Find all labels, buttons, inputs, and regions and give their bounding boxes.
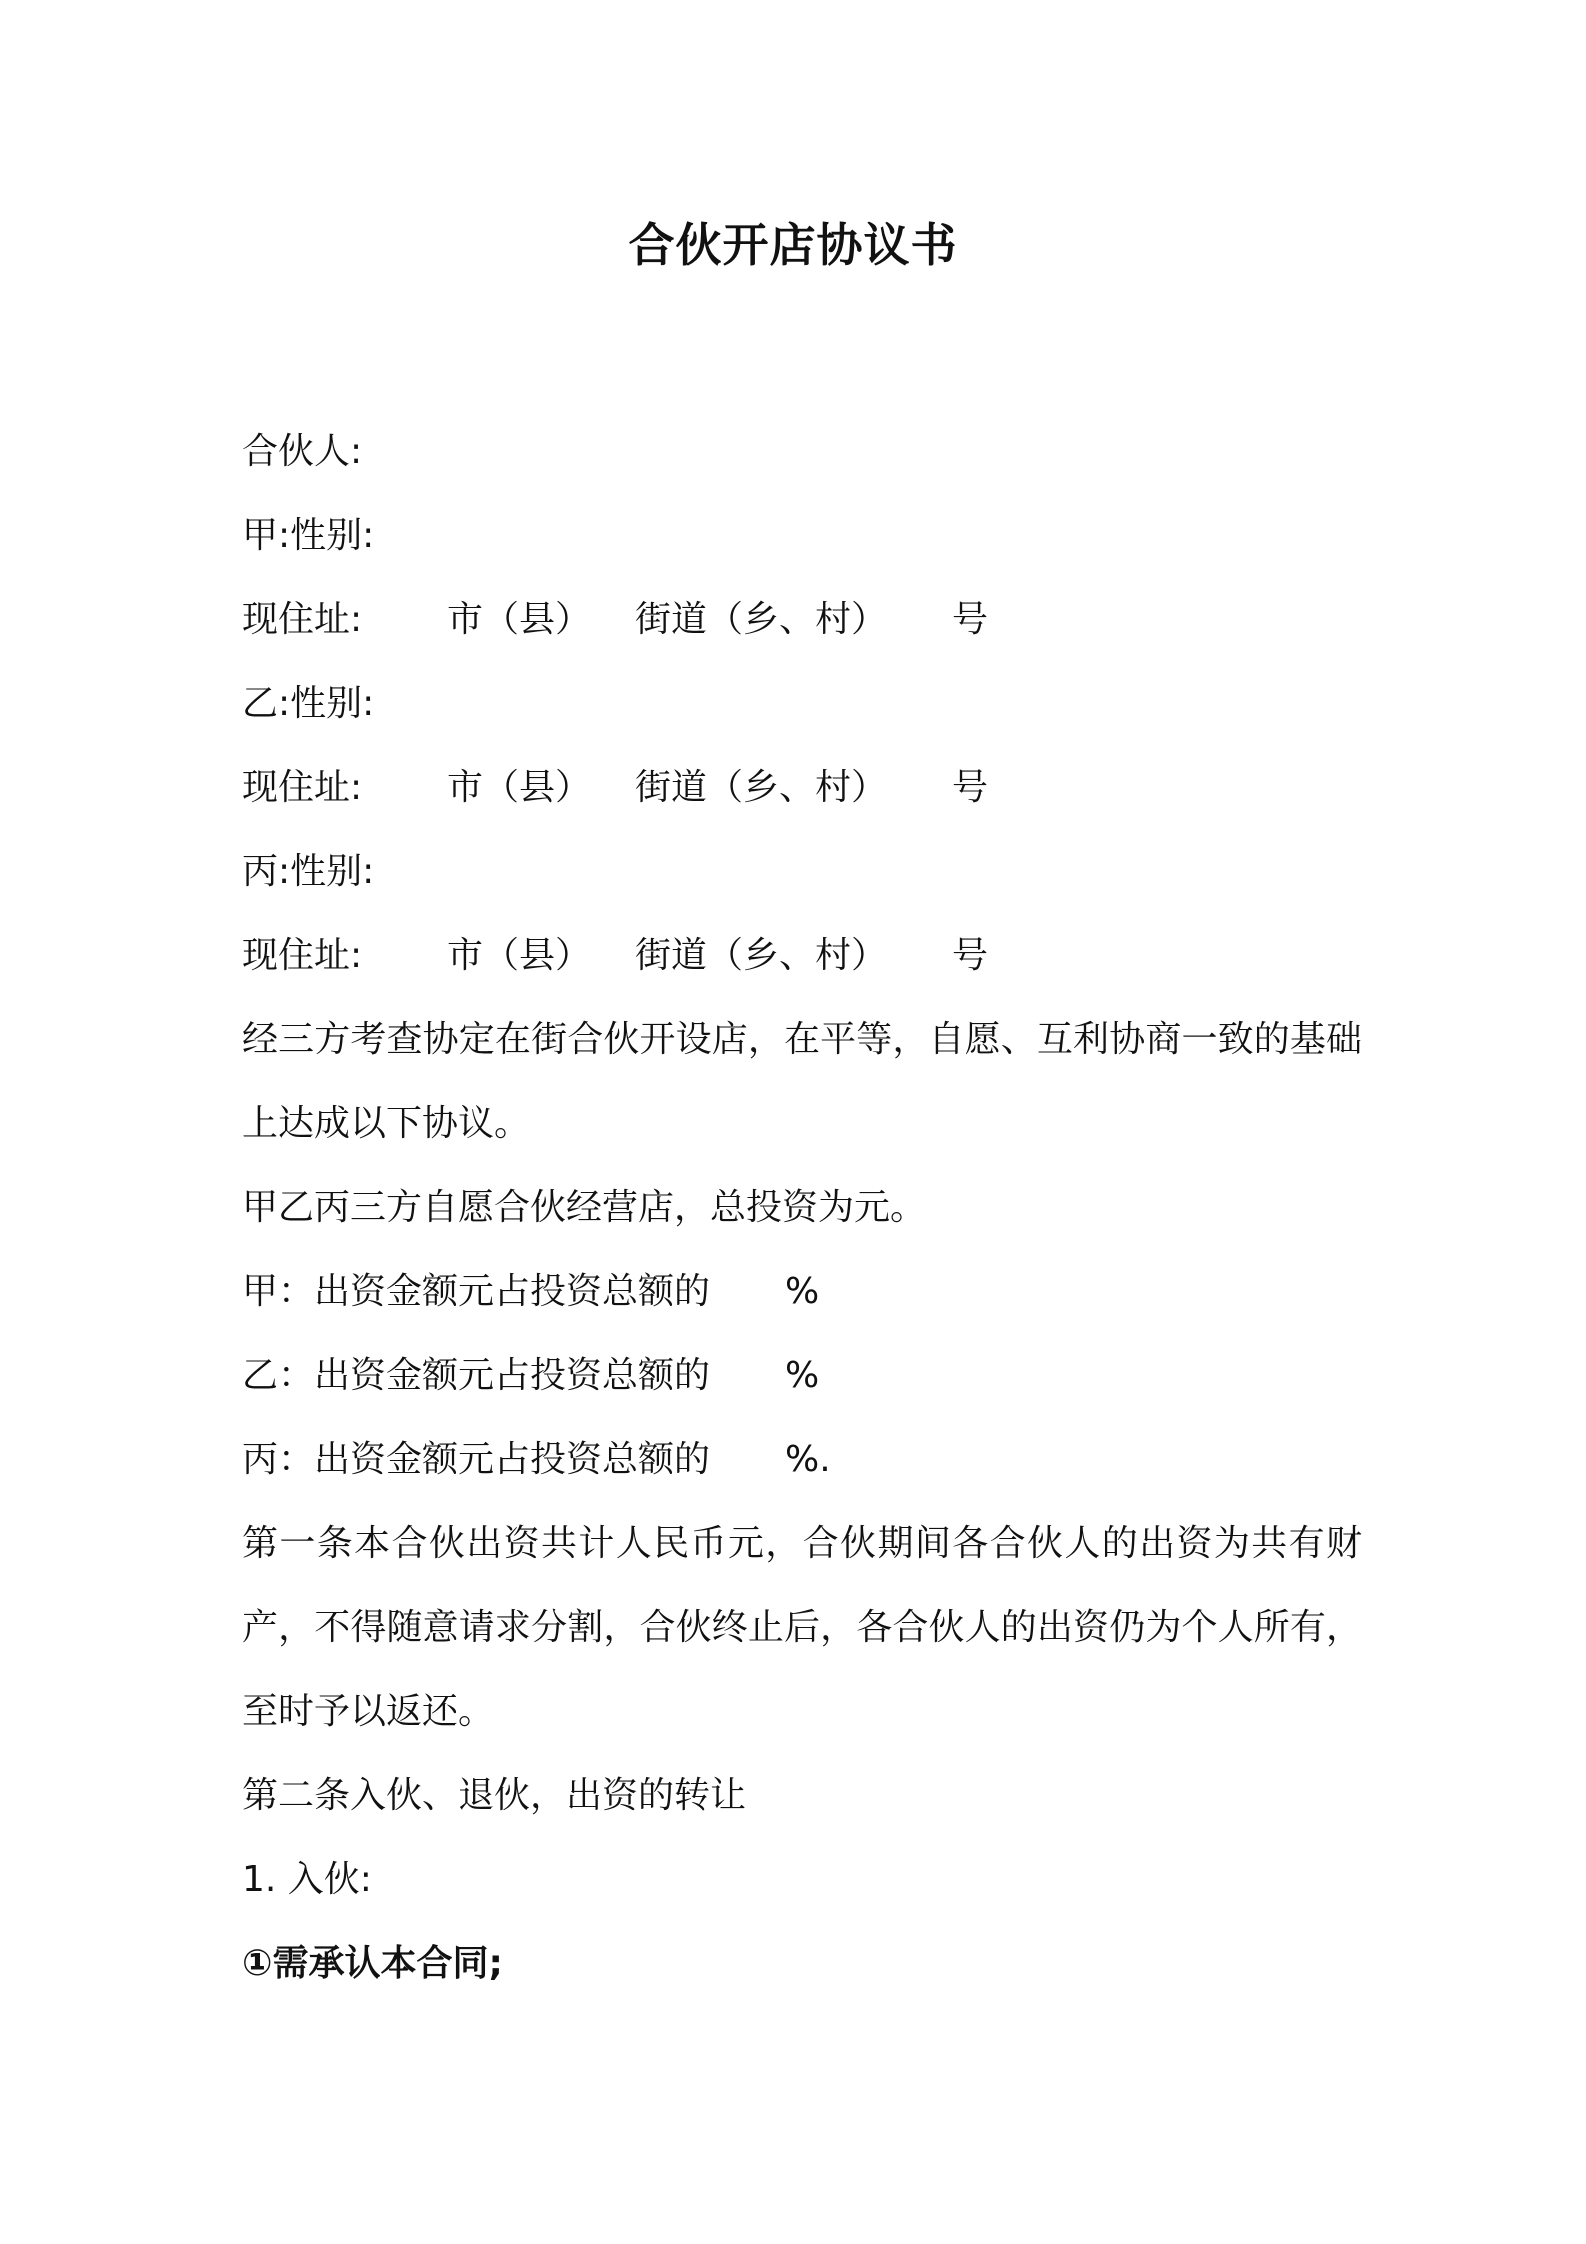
address-label: 现住址: <box>242 767 363 808</box>
item-1-heading: 1. 入伙: <box>242 1859 372 1900</box>
intro-paragraph: 经三方考查协定在街合伙开设店，在平等，自愿、互利协商一致的基础上达成以下协议。 <box>242 1019 1362 1144</box>
share-line-b <box>242 1334 1362 1418</box>
share-line-c <box>242 1418 1362 1502</box>
share-text: 丙：出资金额元占投资总额的 <box>242 1439 711 1480</box>
partner-c-gender: 丙:性别: <box>242 851 375 892</box>
share-percent: % <box>785 1271 820 1312</box>
address-street: 街道（乡、村） <box>635 935 888 976</box>
partner-a-gender: 甲:性别: <box>242 515 375 556</box>
address-city: 市（县） <box>447 767 592 808</box>
share-text: 乙：出资金额元占投资总额的 <box>242 1355 711 1396</box>
partners-label: 合伙人: <box>242 431 363 472</box>
address-label: 现住址: <box>242 935 363 976</box>
article-2-heading: 第二条入伙、退伙，出资的转让 <box>242 1775 747 1816</box>
document-body <box>242 410 1362 2006</box>
document-title: 合伙开店协议书 <box>628 218 958 272</box>
address-street: 街道（乡、村） <box>635 767 888 808</box>
item-1-sub-1: ①需承认本合同; <box>242 1943 503 1984</box>
share-text: 甲：出资金额元占投资总额的 <box>242 1271 711 1312</box>
address-city: 市（县） <box>447 935 592 976</box>
address-label: 现住址: <box>242 599 363 640</box>
partner-b-gender: 乙:性别: <box>242 683 375 724</box>
share-line-a <box>242 1250 1362 1334</box>
address-street: 街道（乡、村） <box>635 599 888 640</box>
share-percent: % <box>785 1355 820 1396</box>
address-number: 号 <box>952 935 989 976</box>
address-city: 市（县） <box>447 599 592 640</box>
partner-c-address <box>242 914 1362 998</box>
partner-a-address <box>242 578 1362 662</box>
investment-total: 甲乙丙三方自愿合伙经营店，总投资为元。 <box>242 1187 927 1228</box>
share-percent: %. <box>785 1439 831 1480</box>
article-1: 第一条本合伙出资共计人民币元，合伙期间各合伙人的出资为共有财产，不得随意请求分割，合伙终止后，各合伙人的出资仍为个人所有，至时予以返还。 <box>242 1523 1362 1732</box>
partner-b-address <box>242 746 1362 830</box>
address-number: 号 <box>952 599 989 640</box>
address-number: 号 <box>952 767 989 808</box>
